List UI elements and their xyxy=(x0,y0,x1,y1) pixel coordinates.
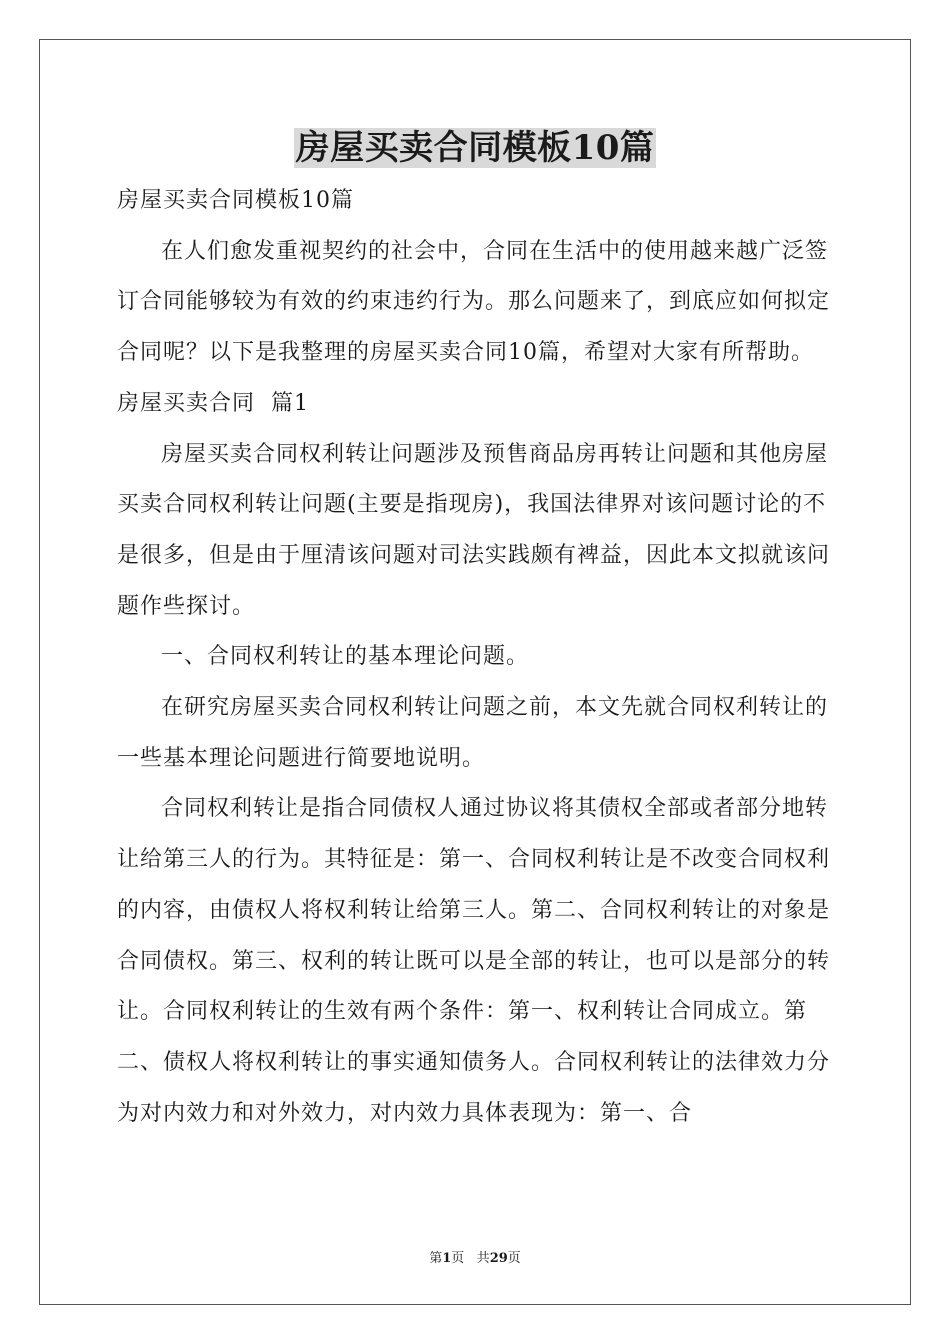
document-title xyxy=(0,124,950,172)
document-subtitle: 房屋买卖合同模板10篇 xyxy=(117,188,354,213)
section-heading: 房屋买卖合同 篇1 xyxy=(117,390,309,416)
body-paragraph-4: 合同权利转让是指合同债权人通过协议将其债权全部或者部分地转让给第三人的行为。其特征是：第一、合同权利转让是不改变合同权利的内容，由债权人将权利转让给第三人。第二、合同权利转让的对象是合同债权。第三、权利的转让既可以是全部的转让，也可以是部分的转让。合同权利转让的生效有两个条件：第一、权利转让合同成立。第二、债权人将权利转让的事实通知债务人。合同权利转让的法律效力分为对内效力和对外效力，对内效力具体表现为：第一、合 xyxy=(117,796,831,1126)
total-pages: 29 xyxy=(489,1251,508,1266)
page-prefix: 第 xyxy=(429,1251,443,1266)
body-paragraph-2: 一、合同权利转让的基本理论问题。 xyxy=(161,644,530,670)
page-number: 1 xyxy=(442,1251,452,1266)
intro-paragraph: 在人们愈发重视契约的社会中，合同在生活中的使用越来越广泛签订合同能够较为有效的约束违约行为。那么问题来了，到底应如何拟定合同呢？以下是我整理的房屋买卖合同10篇，希望对大家有所帮助。 xyxy=(117,238,831,366)
body-paragraph-3: 在研究房屋买卖合同权利转让问题之前，本文先就合同权利转让的一些基本理论问题进行简要地说明。 xyxy=(117,695,829,771)
document-title-text: 房屋买卖合同模板10篇 xyxy=(295,128,655,168)
total-prefix: 共 xyxy=(476,1251,490,1266)
total-suffix: 页 xyxy=(507,1251,521,1266)
page-footer xyxy=(0,1250,950,1268)
body-paragraph-1: 房屋买卖合同权利转让问题涉及预售商品房再转让问题和其他房屋买卖合同权利转让问题(主要是指现房)，我国法律界对该问题讨论的不是很多，但是由于厘清该问题对司法实践颇有裨益，因此本文拟就该问题作些探讨。 xyxy=(117,441,831,619)
page-suffix: 页 xyxy=(451,1251,465,1266)
document-body xyxy=(117,176,833,1139)
